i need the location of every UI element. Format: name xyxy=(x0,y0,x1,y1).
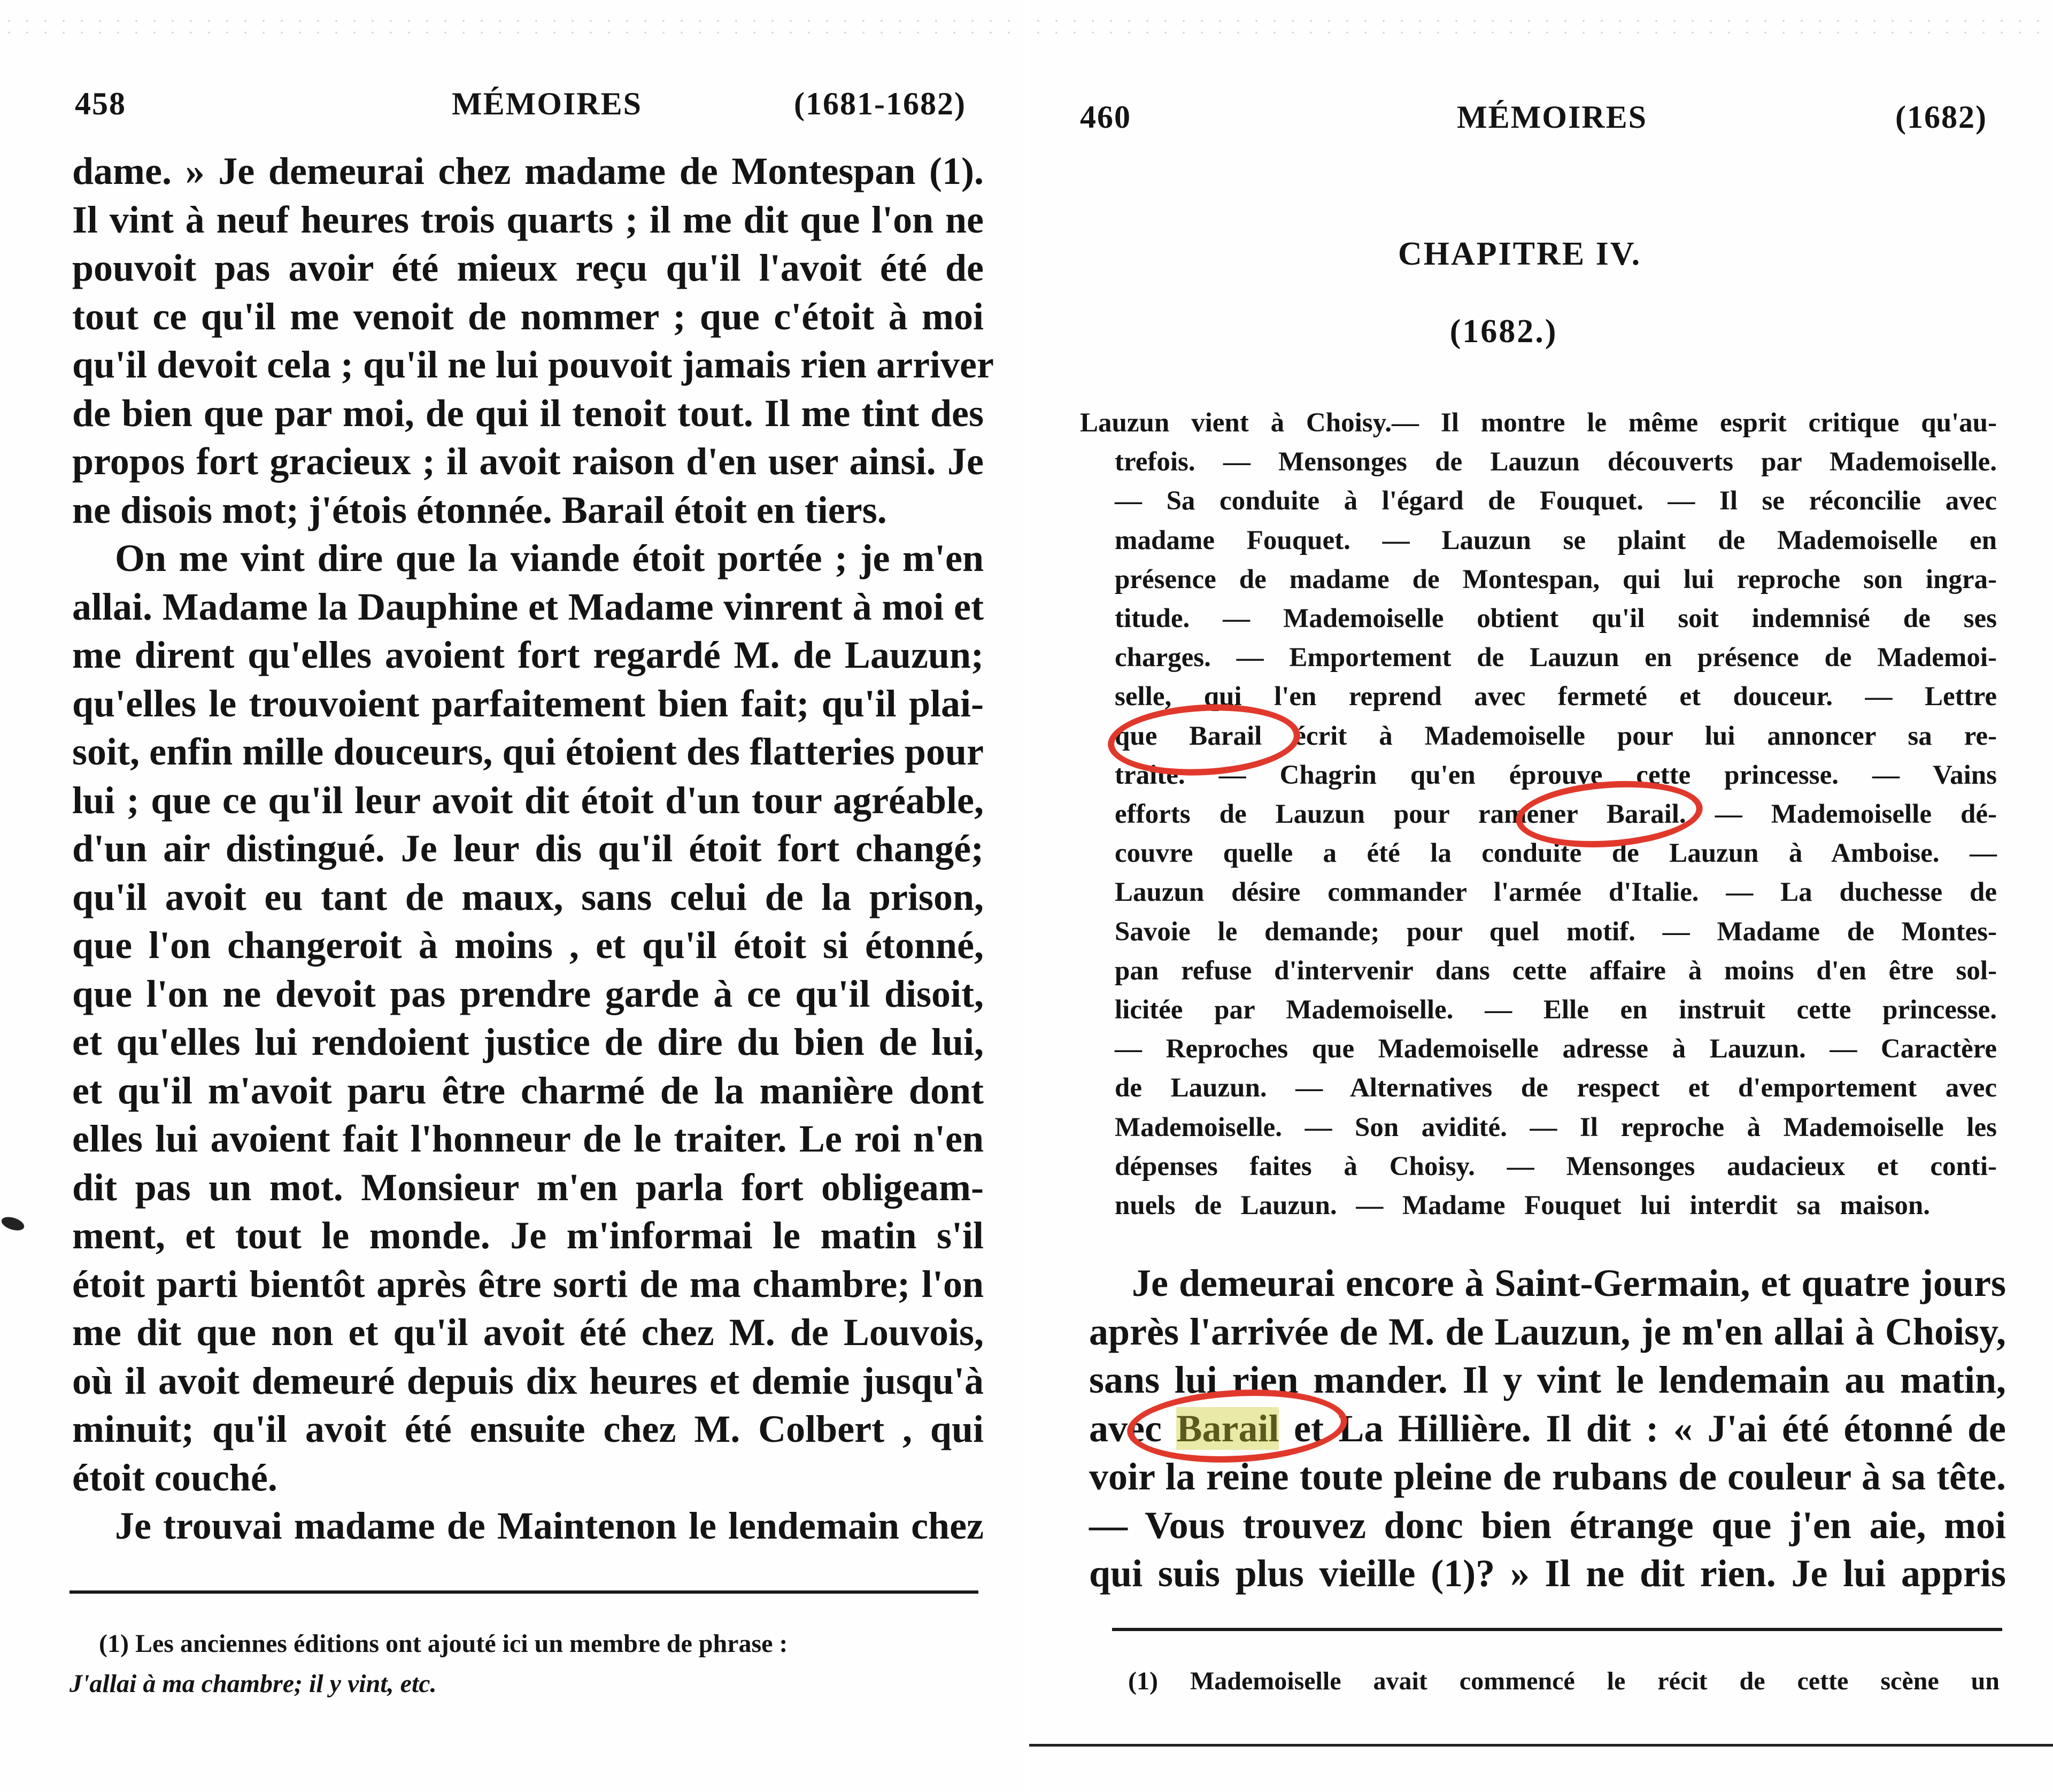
chapter-year xyxy=(1029,313,2053,351)
running-title: MÉMOIRES xyxy=(1457,99,1648,135)
text-line: pouvoit pas avoir été mieux reçu qu'il l'avoit été de xyxy=(72,246,984,289)
summary-line: selle, qui l'en reprend avec fermeté et douceur. — Lettre xyxy=(1115,682,1997,712)
footnote-line: (1) Les anciennes éditions ont ajouté ici un membre de phrase : xyxy=(99,1629,788,1658)
text-line: de bien que par moi, de qui il tenoit tout. Il me tint des xyxy=(72,391,984,435)
summary-line: traite. — Chagrin qu'en éprouve cette princesse. — Vains xyxy=(1115,760,1997,790)
text-line: Je demeurai encore à Saint-Germain, et quatre jours xyxy=(1132,1262,2006,1304)
text-line: et qu'il m'avoit paru être charmé de la manière dont xyxy=(72,1069,984,1112)
summary-line: — Reproches que Mademoiselle adresse à Lauzun. — Caractère xyxy=(1115,1034,1997,1064)
bottom-edge xyxy=(1029,1744,2053,1747)
page-years: (1682) xyxy=(1895,99,1987,135)
text-line: lui ; que ce qu'il leur avoit dit étoit d'un tour agréable, xyxy=(72,778,984,822)
footnote-rule xyxy=(70,1590,978,1594)
text-line: qu'il avoit eu tant de maux, sans celui de la prison, xyxy=(72,875,984,918)
text-line: ment, et tout le monde. Je m'informai le matin s'il xyxy=(72,1214,984,1257)
footnote-rule xyxy=(1112,1628,2002,1631)
text-line: dit pas un mot. Monsieur m'en parla fort obligeam- xyxy=(72,1165,984,1209)
summary-line: charges. — Emportement de Lauzun en présence de Mademoi- xyxy=(1115,643,1997,673)
text-line: où il avoit demeuré depuis dix heures et demie jusqu'à xyxy=(72,1359,984,1402)
text-line: — Vous trouvez donc bien étrange que j'en aie, moi xyxy=(1089,1503,2006,1547)
text-line: Je trouvai madame de Maintenon le lendemain chez xyxy=(115,1504,984,1547)
text-line: me dit que non et qu'il avoit été chez M. de Louvois, xyxy=(72,1311,984,1354)
summary-line: Savoie le demande; pour quel motif. — Madame de Montes- xyxy=(1115,916,1997,947)
summary-line: — Sa conduite à l'égard de Fouquet. — Il se réconcilie avec xyxy=(1115,486,1997,516)
text-line: tout ce qu'il me venoit de nommer ; que c'étoit à moi xyxy=(72,295,984,338)
text-line: allai. Madame la Dauphine et Madame vinrent à moi et xyxy=(72,585,984,628)
text-segment: avec xyxy=(1089,1407,1177,1450)
text-line: étoit parti bientôt après être sorti de ma chambre; l'on xyxy=(72,1262,984,1306)
summary-line: Mademoiselle. — Son avidité. — Il reproche à Mademoiselle les xyxy=(1115,1112,1997,1142)
text-line: propos fort gracieux ; il avoit raison d'en user ainsi. Je xyxy=(72,440,984,483)
text-line: et qu'elles lui rendoient justice de dire du bien de lui, xyxy=(72,1021,984,1063)
text-line: que l'on ne devoit pas prendre garde à ce qu'il disoit, xyxy=(72,972,984,1015)
text-line: qui suis plus vieille (1)? » Il ne dit rien. Je lui appris xyxy=(1089,1552,2006,1595)
chapter-title xyxy=(1029,235,2053,273)
page-number: 460 xyxy=(1080,99,1131,135)
text-line: sans lui rien mander. Il y vint le lendemain au matin, xyxy=(1089,1358,2006,1401)
summary-line: pan refuse d'intervenir dans cette affaire à moins d'en être sol- xyxy=(1115,955,1997,986)
footnote-line: J'allai à ma chambre; il y vint, etc. xyxy=(70,1670,437,1698)
text-segment: et La Hillière. Il dit : « J'ai été étonné de xyxy=(1279,1407,2006,1450)
summary-line: dépenses faites à Choisy. — Mensonges audacieux et conti- xyxy=(1115,1151,1997,1181)
page-number: 458 xyxy=(75,86,126,121)
summary-line: Lauzun vient à Choisy.— Il montre le même esprit critique qu'au- xyxy=(1080,408,1997,438)
text-line: dame. » Je demeurai chez madame de Montespan (1). xyxy=(72,150,984,192)
text-line: d'un air distingué. Je leur dis qu'il étoit fort changé; xyxy=(72,827,984,870)
text-line: me dirent qu'elles avoient fort regardé M. de Lauzun; xyxy=(72,634,984,676)
summary-line: de Lauzun. — Alternatives de respect et d'emportement avec xyxy=(1115,1073,1997,1103)
scan-noise xyxy=(0,15,1024,36)
summary-line: que Barail écrit à Mademoiselle pour lui annoncer sa re- xyxy=(1115,721,1997,751)
summary-line: trefois. — Mensonges de Lauzun découverts par Mademoiselle. xyxy=(1115,447,1997,477)
text-line: minuit; qu'il avoit été ensuite chez M. Colbert , qui xyxy=(72,1408,984,1450)
text-line: voir la reine toute pleine de rubans de couleur à sa tête. xyxy=(1089,1455,2006,1498)
summary-line: efforts de Lauzun pour ramener Barail. — Mademoiselle dé- xyxy=(1115,799,1997,829)
text-line: étoit couché. xyxy=(72,1456,277,1499)
chapter-heading: CHAPITRE IV. xyxy=(1398,236,1642,272)
summary-line: madame Fouquet. — Lauzun se plaint de Mademoiselle en xyxy=(1115,525,1997,555)
text-line: que l'on changeroit à moins , et qu'il étoit si étonné, xyxy=(72,924,984,967)
chapter-year-text: (1682.) xyxy=(1449,313,1558,350)
summary-line: couvre quelle a été la conduite de Lauzun à Amboise. — xyxy=(1115,838,1997,869)
running-title: MÉMOIRES xyxy=(452,86,643,121)
text-line: qu'il devoit cela ; qu'il ne lui pouvoit jamais rien arriver xyxy=(72,343,994,386)
text-line: elles lui avoient fait l'honneur de le traiter. Le roi n'en xyxy=(72,1117,984,1160)
text-line: ne disois mot; j'étois étonnée. Barail étoit en tiers. xyxy=(72,488,887,531)
margin-mark xyxy=(0,1215,26,1233)
right-page xyxy=(1029,0,2053,1792)
summary-line: Lauzun désire commander l'armée d'Italie. — La duchesse de xyxy=(1115,877,1997,908)
highlighted-word: Barail xyxy=(1176,1407,1279,1450)
text-line: Il vint à neuf heures trois quarts ; il me dit que l'on ne xyxy=(72,198,984,241)
footnote-line: (1) Mademoiselle avait commencé le récit de cette scène un xyxy=(1128,1667,2000,1695)
scan-noise xyxy=(1029,15,2053,36)
text-line: On me vint dire que la viande étoit portée ; je m'en xyxy=(115,537,984,580)
summary-line: nuels de Lauzun. — Madame Fouquet lui interdit sa maison. xyxy=(1115,1191,1930,1221)
text-line: qu'elles le trouvoient parfaitement bien fait; qu'il plai- xyxy=(72,682,984,725)
summary-line: présence de madame de Montespan, qui lui reproche son ingra- xyxy=(1115,564,1997,594)
summary-line: licitée par Mademoiselle. — Elle en instruit cette princesse. xyxy=(1115,995,1997,1025)
text-line: soit, enfin mille douceurs, qui étoient des flatteries pour xyxy=(72,730,984,773)
left-page xyxy=(0,0,1024,1792)
text-line: après l'arrivée de M. de Lauzun, je m'en allai à Choisy, xyxy=(1089,1310,2006,1353)
page-years: (1681-1682) xyxy=(794,86,966,121)
page-gutter xyxy=(1024,0,1029,1792)
summary-line: titude. — Mademoiselle obtient qu'il soit indemnisé de ses xyxy=(1115,604,1997,634)
